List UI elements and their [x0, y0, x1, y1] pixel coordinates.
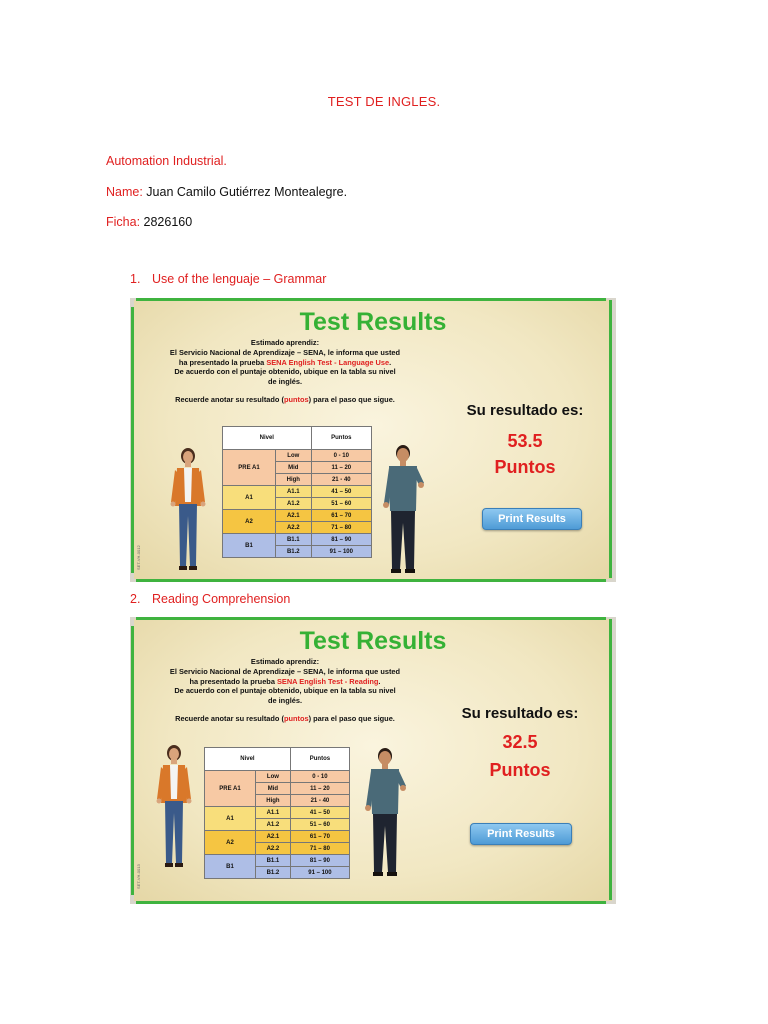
level-b1: B1: [223, 534, 276, 558]
level-table: Nivel Puntos PRE A1 Low 0 - 10 Mid 11 – 20 High 21 - 40 A1 A1.1 41 – 50 A1.2 51 – 60 A2 A2.1 61 – 70 A2.2 71 – 80 B1 B1.1 81 – 90 B1.2 91 – 100: [222, 426, 372, 558]
test-results-screenshot-grammar: [130, 298, 616, 582]
section-title: Reading Comprehension: [152, 592, 291, 606]
level-table: Nivel Puntos PRE A1 Low 0 - 10 Mid 11 – 20 High 21 - 40 A1 A1.1 41 – 50 A1.2 51 – 60 A2 A2.1 61 – 70 A2.2 71 – 80 B1 B1.1 81 – 90 B1.2 91 – 100: [204, 747, 350, 879]
panel-border-bottom: [136, 901, 606, 904]
message-line-2: ha presentado la prueba SENA English Test - Language Use.: [178, 357, 392, 367]
section-heading-grammar: [130, 272, 326, 286]
score-unit: Puntos: [494, 457, 556, 477]
greeting: Estimado aprendiz:: [250, 657, 320, 666]
message-line-1: El Servicio Nacional de Aprendizaje – SENA, le informa que usted: [169, 347, 401, 357]
level-a2: A2: [223, 510, 276, 534]
level-b1: B1: [205, 855, 256, 879]
panel-border-bottom: [136, 579, 606, 582]
side-code: SET-VH-0013: [136, 864, 141, 889]
woman-figure-icon: [154, 743, 194, 873]
result-label: Su resultado es:: [461, 705, 579, 722]
results-title: Test Results: [299, 627, 447, 655]
level-pre-a1: PRE A1: [205, 771, 256, 807]
header-puntos: Puntos: [290, 748, 349, 771]
greeting: Estimado aprendiz:: [250, 338, 320, 347]
test-name: SENA English Test - Reading: [276, 676, 379, 686]
section-number: 2.: [130, 592, 141, 606]
header-puntos: Puntos: [311, 427, 371, 450]
header-nivel: Nivel: [223, 427, 312, 450]
program-line: [106, 154, 227, 168]
section-title: Use of the lenguaje – Grammar: [152, 272, 327, 286]
test-results-screenshot-reading: [130, 617, 616, 904]
reminder: Recuerde anotar su resultado (puntos) para el paso que sigue.: [175, 713, 395, 723]
man-figure-icon: [362, 746, 408, 881]
points-highlight: puntos: [283, 713, 309, 723]
side-code: SET-VH-0012: [136, 545, 141, 570]
level-a1: A1: [223, 486, 276, 510]
score-unit: Puntos: [489, 760, 551, 780]
message-line-4: de inglés.: [267, 377, 303, 387]
panel-border-left: [131, 626, 134, 895]
test-name: SENA English Test - Language Use: [266, 357, 390, 367]
level-a1: A1: [205, 807, 256, 831]
result-label: Su resultado es:: [466, 402, 584, 419]
results-title: Test Results: [299, 308, 447, 336]
score-value: 53.5: [507, 431, 543, 451]
score-value: 32.5: [502, 732, 538, 752]
name-label: Name:: [106, 185, 143, 199]
panel-border-right: [609, 619, 612, 900]
print-results-button[interactable]: Print Results: [470, 823, 572, 845]
panel-border-right: [609, 300, 612, 578]
message-line-3: De acuerdo con el puntaje obtenido, ubique en la tabla su nivel: [174, 367, 396, 377]
results-message: [150, 338, 420, 405]
level-a2: A2: [205, 831, 256, 855]
header-nivel: Nivel: [205, 748, 291, 771]
panel-border-top: [136, 617, 606, 620]
panel-border-top: [136, 298, 606, 301]
reminder: Recuerde anotar su resultado (puntos) para el paso que sigue.: [175, 394, 395, 404]
name-value: Juan Camilo Gutiérrez Montealegre.: [142, 185, 348, 199]
print-results-button[interactable]: Print Results: [482, 508, 582, 530]
man-figure-icon: [380, 443, 426, 578]
ficha-label: Ficha:: [106, 215, 141, 229]
ficha-value: 2826160: [140, 215, 193, 229]
section-number: 1.: [130, 272, 141, 286]
message-line-1: El Servicio Nacional de Aprendizaje – SENA, le informa que usted: [169, 666, 401, 676]
message-line-3: De acuerdo con el puntaje obtenido, ubique en la tabla su nivel: [174, 686, 396, 696]
woman-figure-icon: [168, 446, 208, 576]
section-heading-reading: [130, 592, 290, 606]
ficha-line: [106, 215, 192, 229]
message-line-4: de inglés.: [267, 696, 303, 706]
level-pre-a1: PRE A1: [223, 450, 276, 486]
results-message: [150, 657, 420, 724]
points-highlight: puntos: [283, 394, 309, 404]
document-title: TEST DE INGLES.: [327, 94, 441, 109]
message-line-2: ha presentado la prueba SENA English Test - Reading.: [189, 676, 381, 686]
panel-border-left: [131, 307, 134, 573]
program-text: Automation Industrial.: [106, 154, 227, 168]
name-line: [106, 185, 347, 199]
